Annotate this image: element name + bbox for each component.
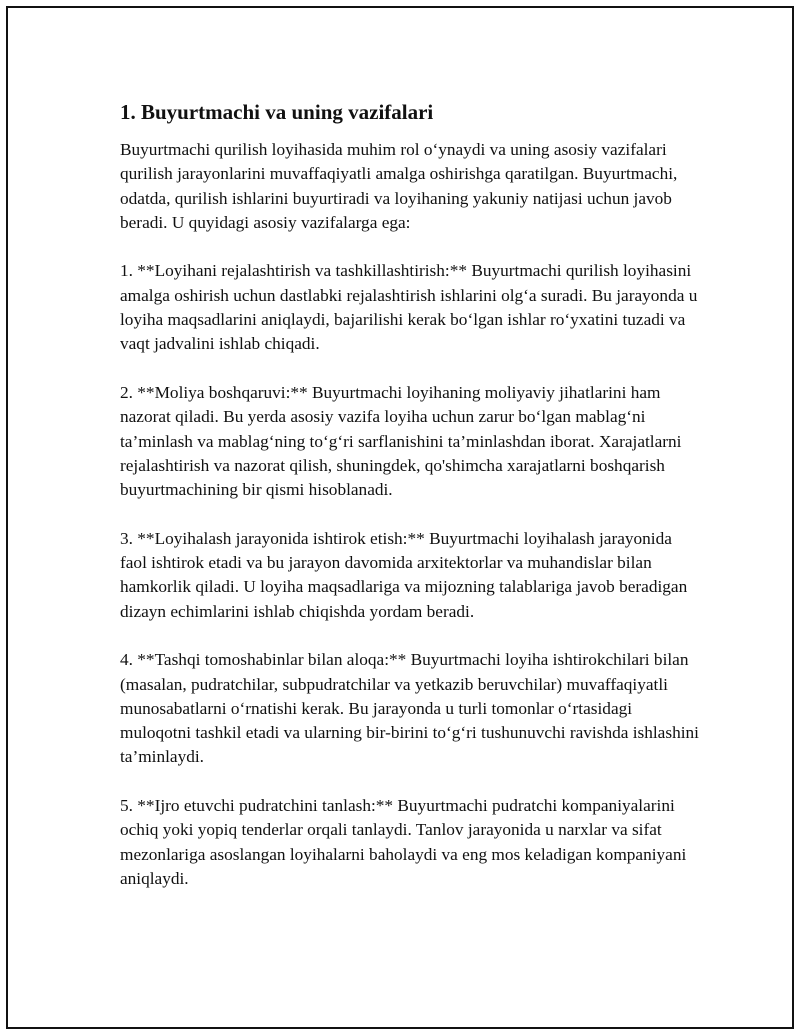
- item-2-paragraph: 2. **Moliya boshqaruvi:** Buyurtmachi loyihaning moliyaviy jihatlarini ham nazorat qiladi. Bu yerda asosiy vazifa loyiha uchun zarur bo‘lgan mablag‘ni ta’minlash va mablag‘ning to‘g‘ri sarflanishini ta’minlashdan iborat. Xarajatlarni rejalashtirish va nazorat qilish, shuningdek, qo'shimcha xarajatlarni boshqarish buyurtmachining bir qismi hisoblanadi.: [120, 382, 682, 500]
- item-1-paragraph: 1. **Loyihani rejalashtirish va tashkillashtirish:** Buyurtmachi qurilish loyihasini amalga oshirish uchun dastlabki rejalashtirish ishlarini olg‘a suradi. Bu jarayonda u loyiha maqsadlarini aniqlaydi, bajarilishi kerak bo‘lgan ishlar ro‘yxatini tuzadi va vaqt jadvalini ishlab chiqadi.: [120, 261, 698, 354]
- item-3-paragraph: 3. **Loyihalash jarayonida ishtirok etish:** Buyurtmachi loyihalash jarayonida faol ishtirok etadi va bu jarayon davomida arxitektorlar va muhandislar bilan hamkorlik qiladi. U loyiha maqsadlariga va mijozning talablariga javob beradigan dizayn echimlarini ishlab chiqishda yordam beradi.: [120, 528, 688, 621]
- document-body: [120, 98, 700, 916]
- item-4-paragraph: 4. **Tashqi tomoshabinlar bilan aloqa:** Buyurtmachi loyiha ishtirokchilari bilan (masalan, pudratchilar, subpudratchilar va yetkazib beruvchilar) muvaffaqiyatli munosabatlarni o‘rnatishi kerak. Bu jarayonda u turli tomonlar o‘rtasidagi muloqotni tashkil etadi va ularning bir-birini to‘g‘ri tushunuvchi ravishda ishlashini ta’minlaydi.: [120, 650, 699, 767]
- intro-paragraph: Buyurtmachi qurilish loyihasida muhim rol o‘ynaydi va uning asosiy vazifalari qurilish jarayonlarini muvaffaqiyatli amalga oshirishga qaratilgan. Buyurtmachi, odatda, qurilish ishlarini buyurtiradi va loyihaning yakuniy natijasi uchun javob beradi. U quyidagi asosiy vazifalarga ega:: [120, 140, 678, 232]
- page-frame: [6, 6, 794, 1029]
- item-5-paragraph: 5. **Ijro etuvchi pudratchini tanlash:** Buyurtmachi pudratchi kompaniyalarini ochiq yoki yopiq tenderlar orqali tanlaydi. Tanlov jarayonida u narxlar va sifat mezonlariga asoslangan loyihalarni baholaydi va eng mos keladigan kompaniyani aniqlaydi.: [120, 796, 687, 888]
- section-heading: 1. Buyurtmachi va uning vazifalari: [120, 100, 434, 124]
